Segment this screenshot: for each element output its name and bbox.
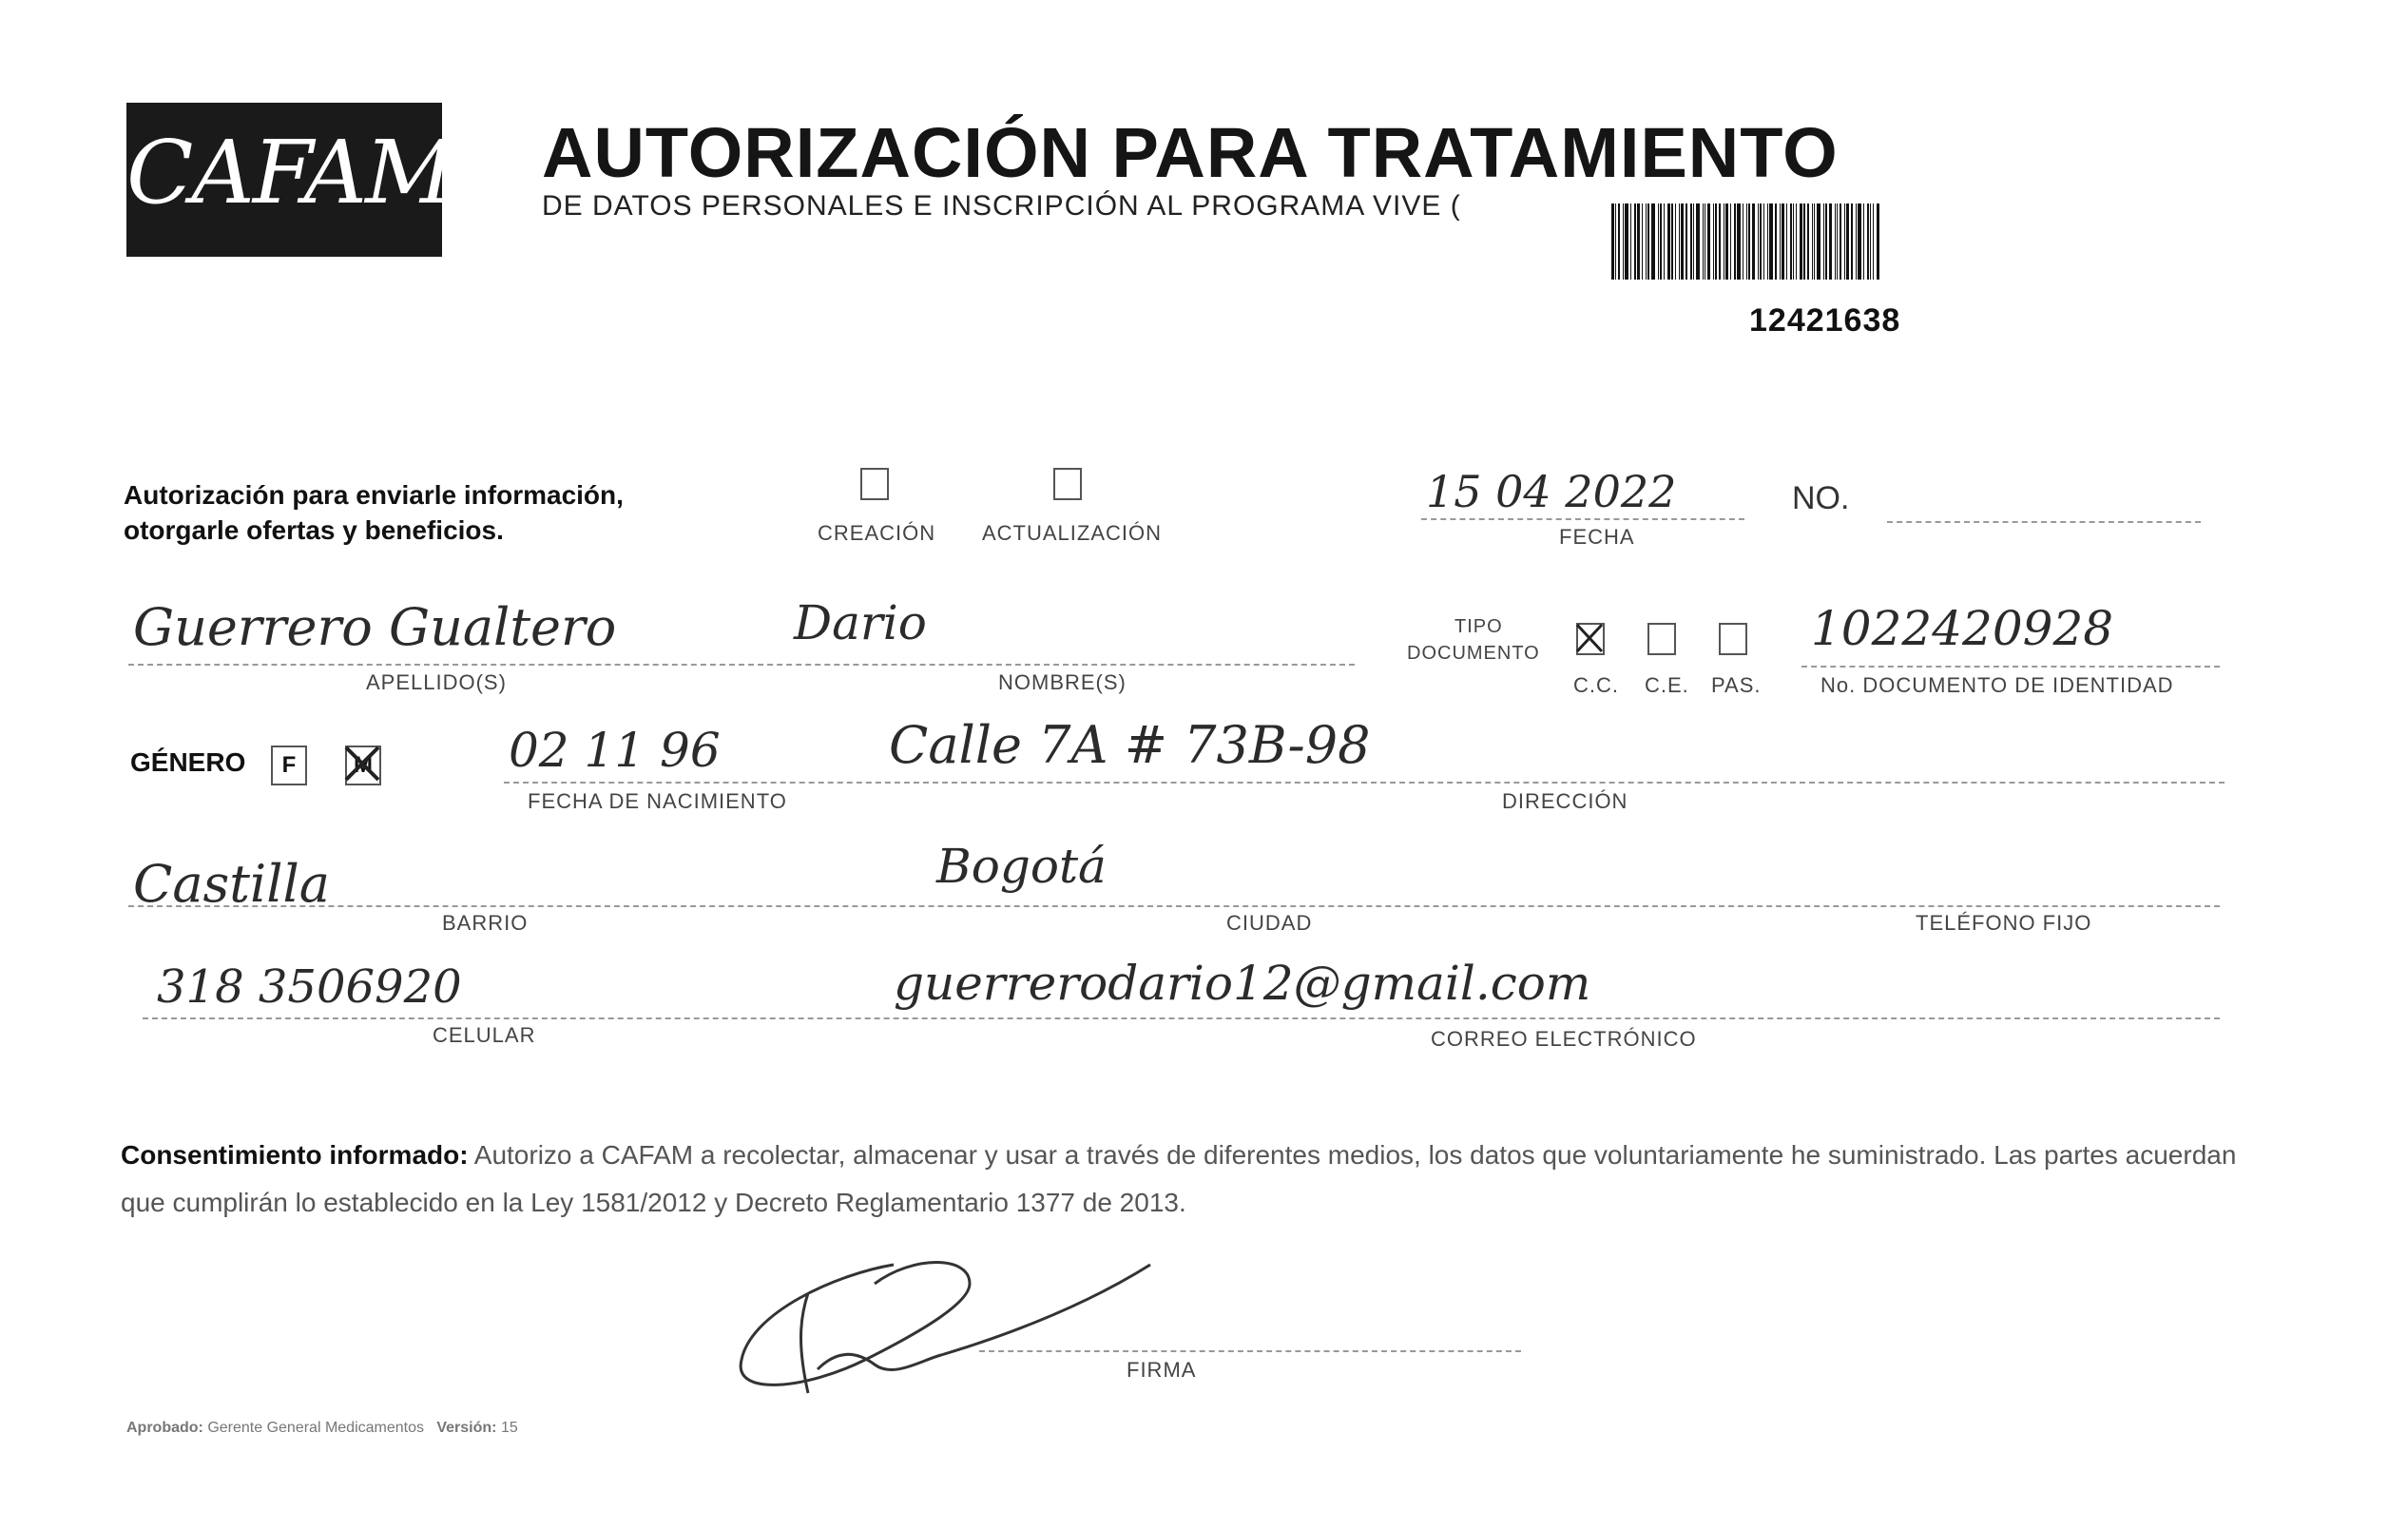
barcode-bar bbox=[1840, 203, 1841, 280]
version-value: 15 bbox=[500, 1420, 518, 1436]
neighborhood-label: BARRIO bbox=[442, 911, 529, 935]
barcode-bar bbox=[1693, 203, 1694, 280]
gender-m-check-mark bbox=[342, 742, 382, 785]
barcode-bar bbox=[1611, 203, 1614, 280]
barcode-bar bbox=[1780, 203, 1781, 280]
doc-number-label: No. DOCUMENTO DE IDENTIDAD bbox=[1820, 673, 2174, 697]
authorization-line-1: Autorización para enviarle información, bbox=[124, 480, 624, 510]
barcode-bar bbox=[1870, 203, 1871, 280]
birth-date-label: FECHA DE NACIMIENTO bbox=[528, 789, 787, 813]
creation-label: CREACIÓN bbox=[818, 521, 936, 545]
version-label: Versión: bbox=[436, 1420, 497, 1436]
barcode-bar bbox=[1746, 203, 1747, 280]
date-value[interactable]: 15 04 2022 bbox=[1426, 466, 1677, 517]
barcode-bar bbox=[1858, 203, 1861, 280]
number-label: NO. bbox=[1792, 480, 1850, 516]
barcode-bar bbox=[1715, 203, 1717, 280]
barcode-bar bbox=[1748, 203, 1750, 280]
mobile-label: CELULAR bbox=[433, 1023, 536, 1047]
barcode-bar bbox=[1667, 203, 1670, 280]
barcode-bar bbox=[1790, 203, 1792, 280]
barcode-bar bbox=[1630, 203, 1631, 280]
form-subtitle: DE DATOS PERSONALES E INSCRIPCIÓN AL PROGRAMA VIVE ( bbox=[542, 190, 1461, 222]
pas-checkbox[interactable] bbox=[1719, 623, 1747, 655]
barcode-bar bbox=[1877, 203, 1879, 280]
barcode-bar bbox=[1637, 203, 1640, 280]
barcode-bar bbox=[1873, 203, 1874, 280]
barcode-bar bbox=[1814, 203, 1815, 280]
barcode-bar bbox=[1737, 203, 1741, 280]
barcode-bar bbox=[1758, 203, 1759, 280]
barcode-bar bbox=[1796, 203, 1797, 280]
consent-paragraph bbox=[121, 1132, 2241, 1227]
barcode-bar bbox=[1713, 203, 1714, 280]
barcode-bar bbox=[1725, 203, 1728, 280]
barcode-bar bbox=[1782, 203, 1784, 280]
barcode-bar bbox=[1651, 203, 1655, 280]
barcode-bar bbox=[1767, 203, 1768, 280]
barcode-bar bbox=[1646, 203, 1647, 280]
approved-label: Aprobado: bbox=[126, 1420, 203, 1436]
barcode-bar bbox=[1623, 203, 1624, 280]
name-line bbox=[128, 664, 1355, 666]
doc-number-value[interactable]: 1022420928 bbox=[1811, 601, 2114, 656]
barcode-bar bbox=[1615, 203, 1616, 280]
location-line bbox=[128, 905, 2220, 907]
barcode-bar bbox=[1800, 203, 1802, 280]
name-value[interactable]: Dario bbox=[794, 595, 927, 650]
surname-value[interactable]: Guerrero Gualtero bbox=[133, 597, 617, 657]
signature-label: FIRMA bbox=[1127, 1358, 1197, 1382]
consent-heading: Consentimiento informado: bbox=[121, 1140, 469, 1170]
doc-type-label-1: TIPO bbox=[1454, 616, 1503, 637]
barcode-bar bbox=[1807, 203, 1809, 280]
address-label: DIRECCIÓN bbox=[1502, 789, 1628, 813]
barcode-bar bbox=[1690, 203, 1692, 280]
authorization-line-2: otorgarle ofertas y beneficios. bbox=[124, 515, 504, 545]
barcode-bar bbox=[1786, 203, 1787, 280]
barcode-bar bbox=[1775, 203, 1777, 280]
pas-label: PAS. bbox=[1711, 673, 1762, 697]
barcode-bar bbox=[1660, 203, 1662, 280]
barcode-bar bbox=[1863, 203, 1864, 280]
barcode-bar bbox=[1817, 203, 1820, 280]
barcode-bar bbox=[1658, 203, 1659, 280]
email-label: CORREO ELECTRÓNICO bbox=[1431, 1027, 1697, 1051]
barcode-bar bbox=[1837, 203, 1838, 280]
mobile-value[interactable]: 318 3506920 bbox=[157, 960, 462, 1014]
phone-label: TELÉFONO FIJO bbox=[1916, 911, 2092, 935]
barcode-bar bbox=[1829, 203, 1832, 280]
cafam-logo bbox=[126, 103, 453, 257]
barcode-bar bbox=[1730, 203, 1731, 280]
surname-label: APELLIDO(S) bbox=[366, 670, 507, 694]
barcode-bar bbox=[1618, 203, 1620, 280]
barcode-bar bbox=[1844, 203, 1845, 280]
barcode-bar bbox=[1793, 203, 1794, 280]
city-label: CIUDAD bbox=[1226, 911, 1313, 935]
barcode-bar bbox=[1719, 203, 1721, 280]
barcode-bar bbox=[1812, 203, 1813, 280]
signature-drawing bbox=[732, 1227, 1169, 1417]
barcode-bar bbox=[1703, 203, 1704, 280]
cc-check-mark bbox=[1574, 621, 1605, 655]
neighborhood-value[interactable]: Castilla bbox=[133, 854, 330, 914]
consent-text: Autorizo a CAFAM a recolectar, almacenar y usar a través de diferentes medios, los datos que voluntariamente he suministrado. Las partes acuerdan que cumplirán lo establecido en la Ley 1581/2012 y Decreto Reglamentario 1377 de 2013. bbox=[121, 1140, 2237, 1217]
barcode-number: 12421638 bbox=[1749, 302, 1901, 339]
logo-text: CAFAM bbox=[126, 122, 453, 223]
update-checkbox[interactable] bbox=[1053, 468, 1082, 500]
barcode-bar bbox=[1763, 203, 1764, 280]
barcode-bar bbox=[1760, 203, 1762, 280]
email-value[interactable]: guerrerodario12@gmail.com bbox=[894, 956, 1591, 1011]
gender-f-box[interactable]: F bbox=[271, 746, 307, 785]
birth-date-value[interactable]: 02 11 96 bbox=[509, 723, 721, 778]
barcode-bar bbox=[1696, 203, 1700, 280]
barcode-bar bbox=[1825, 203, 1827, 280]
barcode-bar bbox=[1625, 203, 1628, 280]
creation-checkbox[interactable] bbox=[860, 468, 889, 500]
ce-label: C.E. bbox=[1645, 673, 1689, 697]
address-line bbox=[504, 782, 2225, 784]
gender-m-box[interactable]: M bbox=[345, 746, 381, 785]
barcode-bar bbox=[1835, 203, 1836, 280]
barcode bbox=[1611, 203, 1992, 280]
barcode-bar bbox=[1647, 203, 1649, 280]
gender-label: GÉNERO bbox=[130, 747, 246, 777]
barcode-bar bbox=[1671, 203, 1673, 280]
barcode-bar bbox=[1707, 203, 1710, 280]
barcode-bar bbox=[1846, 203, 1849, 280]
date-line bbox=[1421, 518, 1744, 520]
barcode-bar bbox=[1734, 203, 1736, 280]
date-label: FECHA bbox=[1559, 525, 1635, 549]
cc-label: C.C. bbox=[1573, 673, 1619, 697]
barcode-bar bbox=[1675, 203, 1676, 280]
barcode-bar bbox=[1769, 203, 1773, 280]
name-label: NOMBRE(S) bbox=[998, 670, 1127, 694]
ce-checkbox[interactable] bbox=[1647, 623, 1676, 655]
address-value[interactable]: Calle 7A # 73B-98 bbox=[889, 715, 1371, 775]
doc-type-label-2: DOCUMENTO bbox=[1407, 643, 1540, 664]
barcode-bar bbox=[1752, 203, 1755, 280]
form-title: AUTORIZACIÓN PARA TRATAMIENTO bbox=[542, 113, 1839, 192]
update-label: ACTUALIZACIÓN bbox=[982, 521, 1163, 545]
barcode-bar bbox=[1803, 203, 1805, 280]
city-value[interactable]: Bogotá bbox=[936, 839, 1107, 894]
barcode-bar bbox=[1856, 203, 1857, 280]
approved-text: Gerente General Medicamentos bbox=[207, 1420, 424, 1436]
approval-footer bbox=[126, 1420, 518, 1437]
barcode-bar bbox=[1823, 203, 1824, 280]
barcode-bar bbox=[1642, 203, 1643, 280]
barcode-bar bbox=[1851, 203, 1853, 280]
signature-line bbox=[979, 1350, 1521, 1352]
doc-number-line bbox=[1801, 666, 2220, 668]
barcode-bar bbox=[1664, 203, 1665, 280]
barcode-bar bbox=[1679, 203, 1680, 280]
number-line bbox=[1887, 521, 2201, 523]
contact-line bbox=[143, 1017, 2220, 1019]
barcode-bar bbox=[1686, 203, 1687, 280]
barcode-bar bbox=[1681, 203, 1684, 280]
barcode-bar bbox=[1634, 203, 1636, 280]
barcode-bar bbox=[1867, 203, 1869, 280]
